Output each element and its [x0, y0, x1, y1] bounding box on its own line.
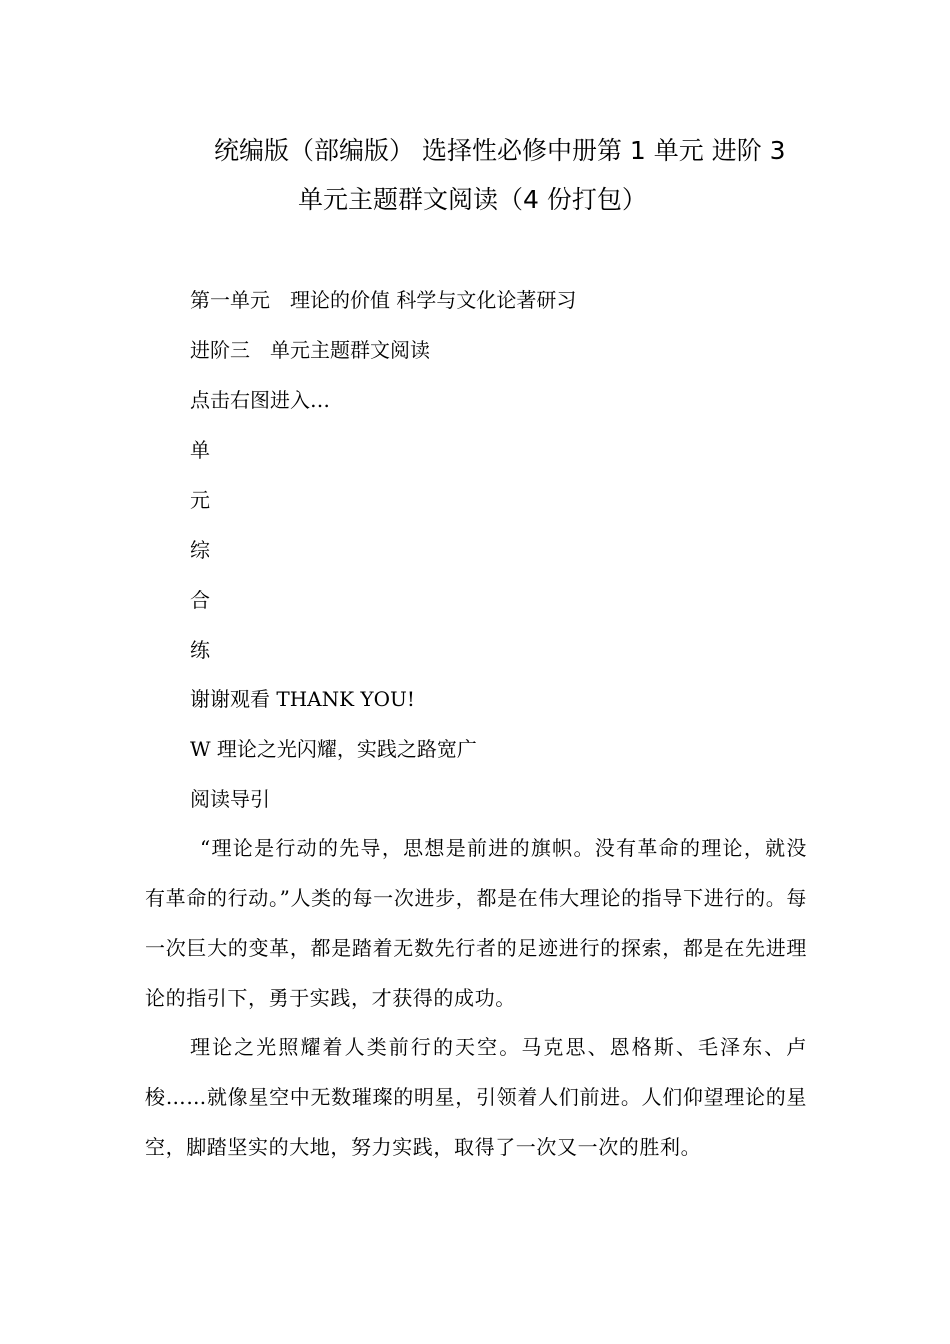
document-title-line-2: 单元主题群文阅读（4 份打包） [298, 185, 647, 214]
unit-heading: 第一单元 理论的价值 科学与文化论著研习 [190, 288, 577, 312]
reading-guide-heading: 阅读导引 [190, 787, 270, 811]
theme-heading: W 理论之光闪耀，实践之路宽广 [190, 737, 477, 761]
thank-you-text: 谢谢观看 THANK YOU! [190, 687, 415, 711]
vertical-char-3: 综 [190, 538, 210, 562]
document-title-line-1: 统编版（部编版） 选择性必修中册第 1 单元 进阶 3 [214, 136, 786, 165]
section-heading: 进阶三 单元主题群文阅读 [190, 338, 430, 362]
click-prompt-text: 点击右图进入… [190, 388, 330, 412]
vertical-char-4: 合 [190, 588, 210, 612]
vertical-char-5: 练 [190, 638, 210, 662]
vertical-char-1: 单 [190, 438, 210, 462]
body-paragraph-2: 理论之光照耀着人类前行的天空。马克思、恩格斯、毛泽东、卢梭……就像星空中无数璀璨的明星，引领着人们前进。人们仰望理论的星空，脚踏坚实的大地，努力实践，取得了一次又一次的胜利。 [145, 1035, 807, 1159]
body-paragraph-1: “理论是行动的先导，思想是前进的旗帜。没有革命的理论，就没有革命的行动。”人类的每一次进步，都是在伟大理论的指导下进行的。每一次巨大的变革，都是踏着无数先行者的足迹进行的探索，都是在先进理论的指引下，勇于实践，才获得的成功。 [145, 836, 807, 1010]
vertical-char-2: 元 [190, 488, 210, 512]
